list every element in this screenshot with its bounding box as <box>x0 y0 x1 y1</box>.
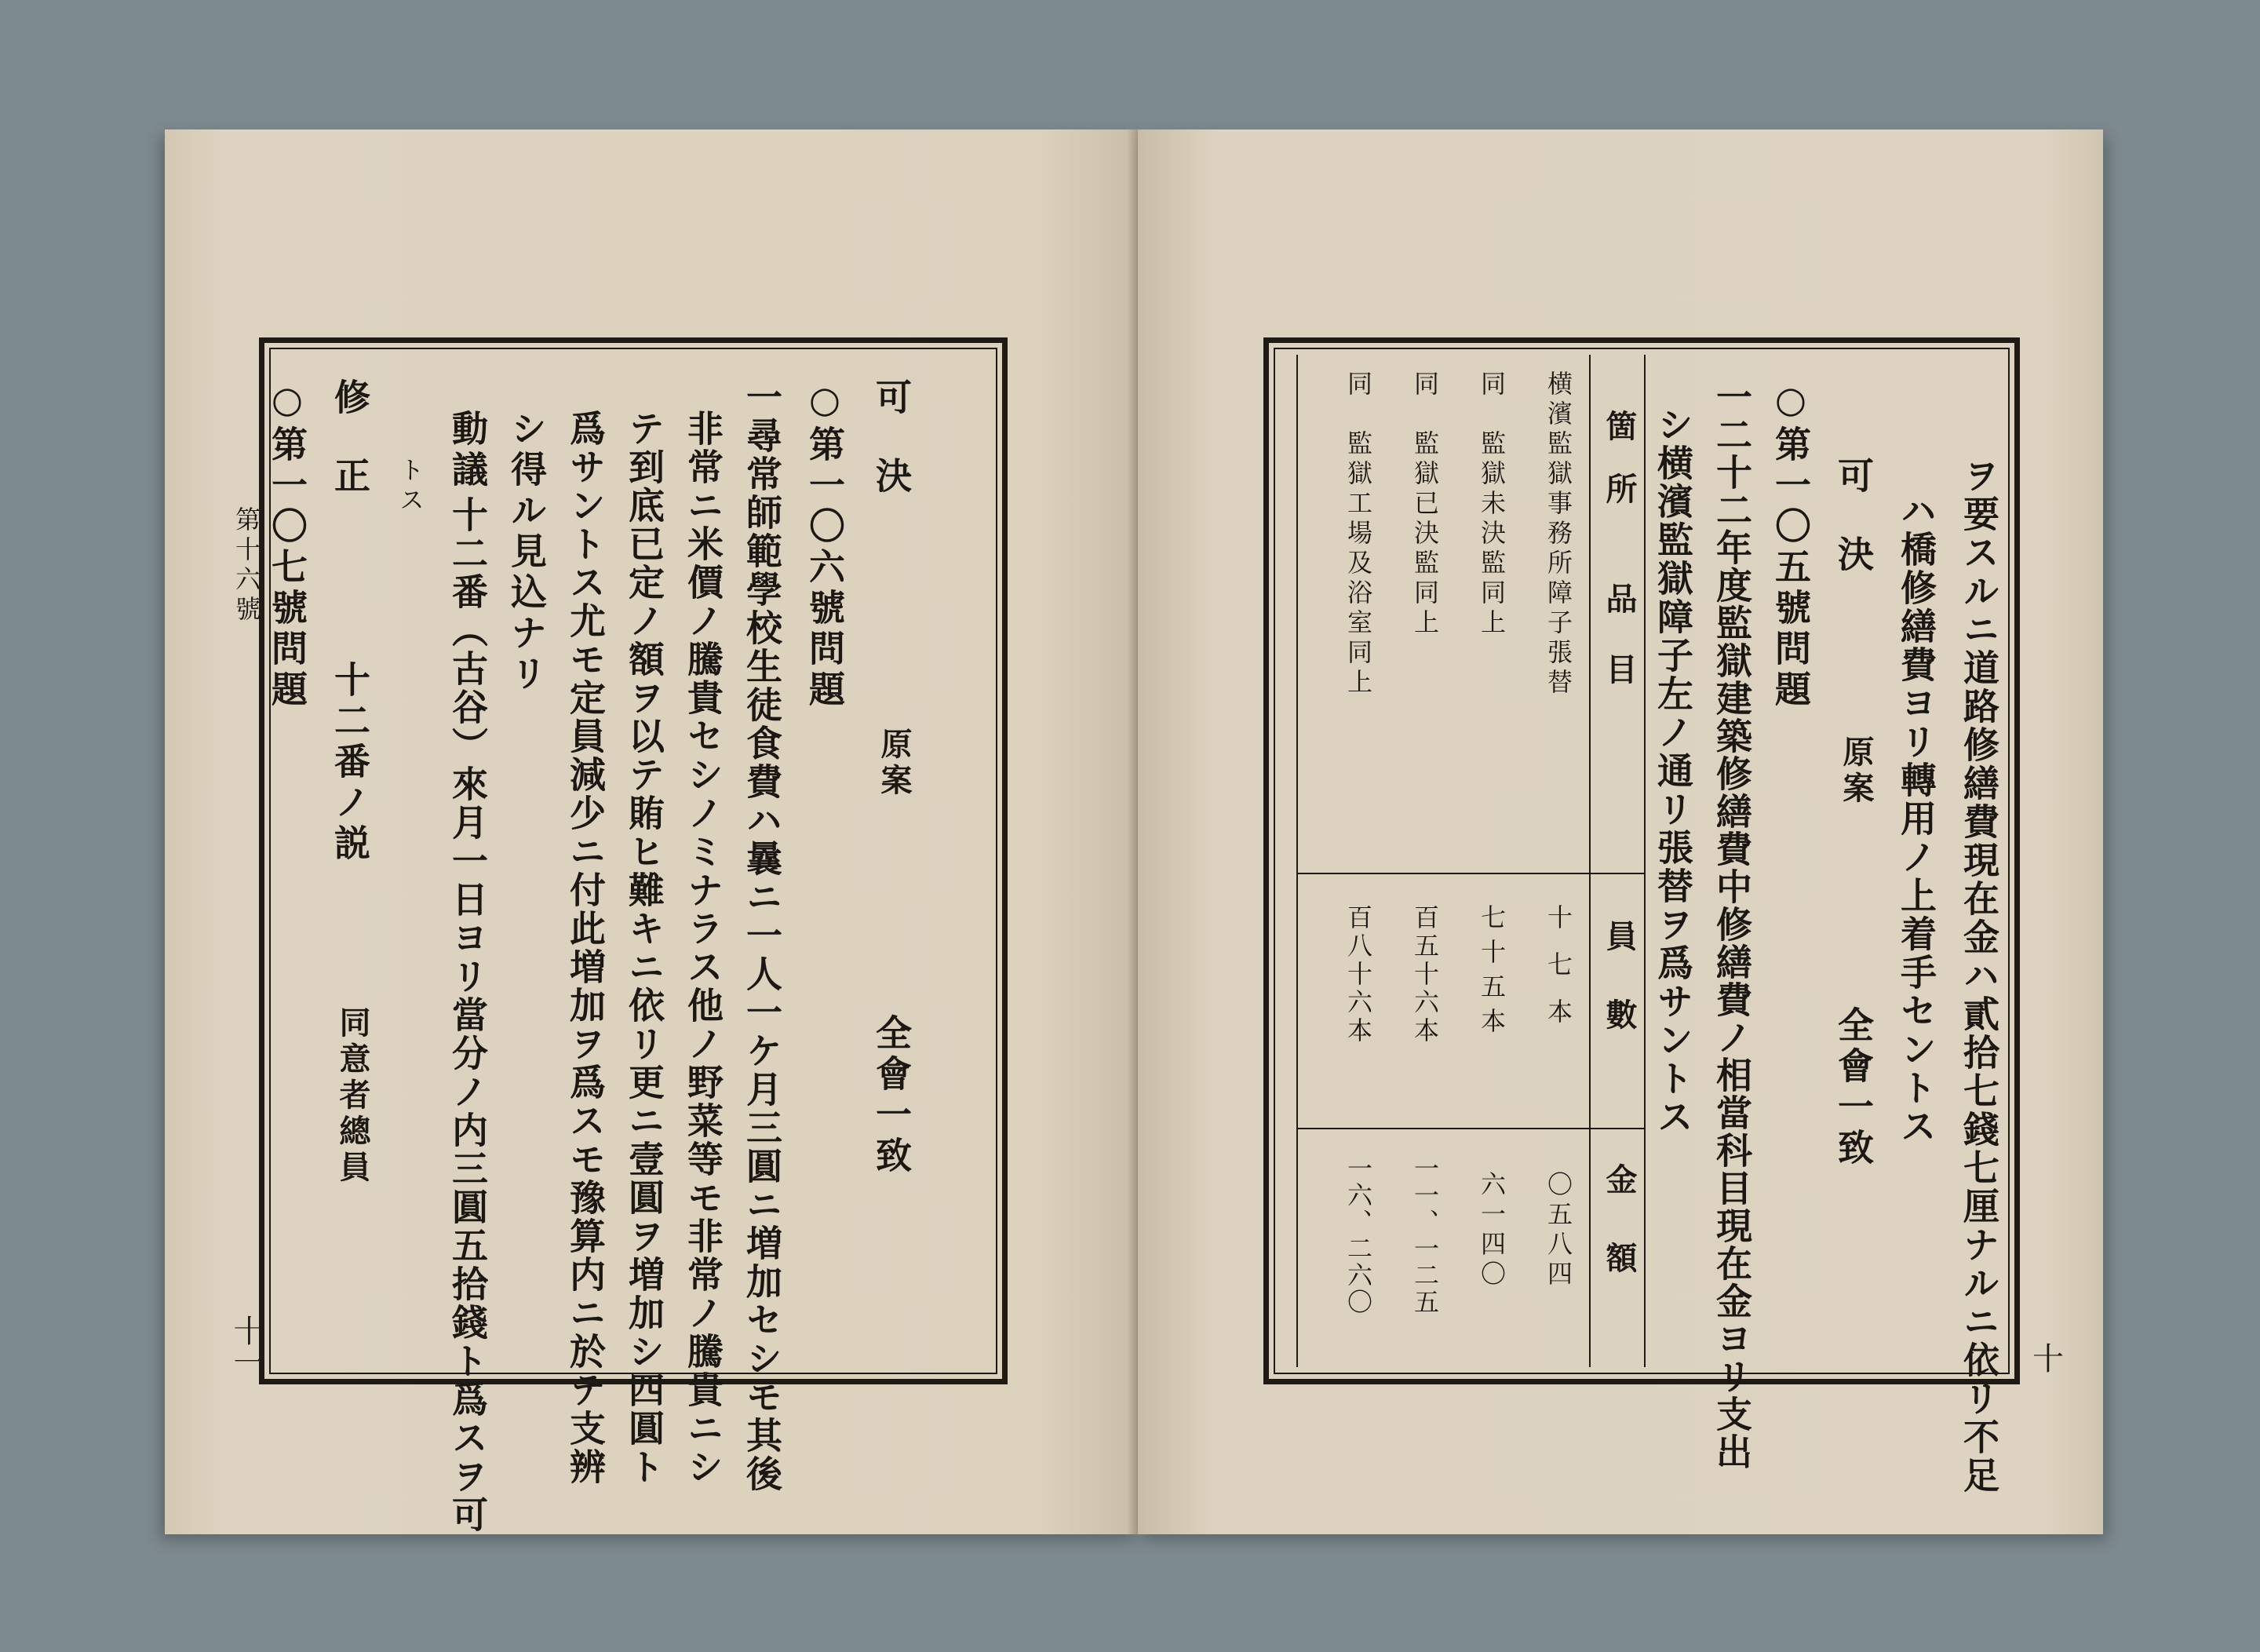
q106-line-2: 非常ニ米價ノ騰貴セシノミナラス他ノ野菜等モ非常ノ騰貴ニシ <box>682 410 724 1486</box>
row2-count: 七十五本 <box>1477 904 1507 1042</box>
cont-line-2: ハ橋修繕費ヨリ轉用ノ上着手セントス <box>1895 492 1937 1146</box>
row1-count: 十七本 <box>1544 904 1573 1045</box>
row4-count: 百八十六本 <box>1343 904 1373 1045</box>
row4-amount: 一六、二六〇 <box>1343 1155 1373 1315</box>
q105-line-2: シ横濱監獄障子左ノ通リ張替ヲ爲サントス <box>1652 406 1694 1136</box>
row2-place: 同 監獄未決監同上 <box>1477 370 1507 639</box>
vote2-motion: 原案 <box>876 728 913 800</box>
q105-title: ○第一〇五號問題 <box>1770 378 1812 711</box>
header-item: 品目 <box>1601 582 1638 724</box>
vote1-result: 決 <box>1832 535 1875 576</box>
vote2-unanimous: 全會一致 <box>870 1014 913 1177</box>
items-table <box>1296 355 1646 1367</box>
vote1-unanimous: 全會一致 <box>1832 1006 1875 1169</box>
motion-text: 十二番（古谷）來月一日ヨリ當分ノ内三圓五拾錢ト爲スヲ可 <box>447 496 489 1534</box>
left-text-frame <box>259 337 1008 1534</box>
row4-place: 同 監獄工場及浴室同上 <box>1343 370 1373 698</box>
row1-amount: 〇五八四 <box>1544 1171 1573 1290</box>
vote1-motion: 原案 <box>1838 735 1875 808</box>
header-place: 箇所 <box>1601 410 1638 535</box>
cont-line-1: ヲ要スルニ道路修繕費現在金ハ貳拾七錢七厘ナルニ依リ不足 <box>1958 457 2000 1495</box>
amend-result: 同意者總員 <box>334 1006 371 1187</box>
q107-title: ○第一〇七號問題 <box>266 378 308 711</box>
q105-line-1: 一二十二年度監獄建築修繕費中修繕費ノ相當科目現在金ヨリ支出 <box>1711 378 1753 1471</box>
right-page <box>1138 129 2103 1534</box>
amend-text: 十二番ノ説 <box>329 661 371 865</box>
row1-place: 横濱監獄事務所障子張替 <box>1544 370 1573 698</box>
row3-count: 百五十六本 <box>1410 904 1440 1045</box>
q106-line-5: シ得ル見込ナリ <box>505 410 548 695</box>
q106-line-1: 一尋常師範學校生徒食費ハ曩ニ一人一ケ月三圓ニ増加セシモ其後 <box>741 378 783 1493</box>
vote2-result: 決 <box>870 457 913 498</box>
q106-title: ○第一〇六號問題 <box>804 378 846 711</box>
q106-line-4: 爲サントス尤モ定員減少ニ付此増加ヲ爲スモ豫算内ニ於テ支辨 <box>564 410 607 1486</box>
left-page <box>165 129 1138 1534</box>
right-text-frame <box>1263 337 2020 1495</box>
page-number-left: 十一 <box>228 1315 264 1377</box>
q106-line-3: テ到底已定ノ額ヲ以テ賄ヒ難キニ依リ更ニ壹圓ヲ増加シ四圓ト <box>623 410 665 1486</box>
vote1-label: 可 <box>1832 457 1875 498</box>
row2-amount: 六一四〇 <box>1477 1171 1507 1290</box>
amend-label: 修 <box>329 378 371 419</box>
amend-label-2: 正 <box>329 457 371 498</box>
page-number-right: 十 <box>2032 1341 2064 1377</box>
running-header: 第十六號 <box>231 506 261 625</box>
open-book <box>165 129 2103 1542</box>
header-count: 員數 <box>1601 920 1638 1077</box>
row3-amount: 一一、一二五 <box>1410 1155 1440 1315</box>
vote2-label: 可 <box>870 378 913 419</box>
header-amount: 金額 <box>1601 1163 1638 1320</box>
motion-label: 動議 <box>447 410 489 491</box>
motion-tail: トス <box>396 457 425 516</box>
row3-place: 同 監獄已決監同上 <box>1410 370 1440 639</box>
